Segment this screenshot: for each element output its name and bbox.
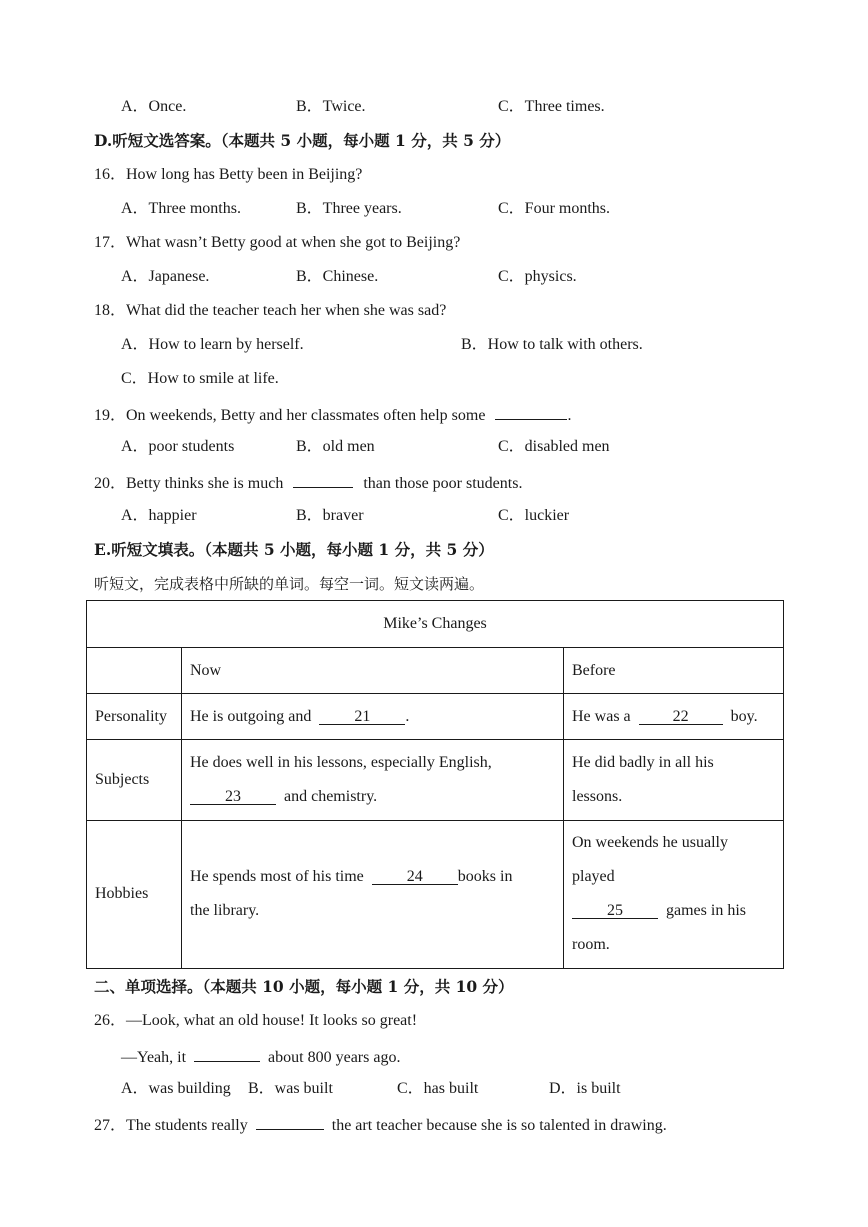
q20-option-b: B．braver [296,507,364,524]
row-personality-before-end: boy. [730,707,758,725]
q19-end: . [567,407,572,424]
mike-changes-table [86,600,784,969]
row-personality-now-text: He is outgoing and [190,707,312,725]
table-header-empty [87,648,182,694]
row-hobbies-label: Hobbies [87,820,182,968]
answer-blank-25[interactable]: 25 [572,902,658,919]
q15-option-c: C．Three times. [498,98,605,115]
answer-blank-24[interactable]: 24 [372,868,458,885]
q26-answer-blank[interactable] [194,1045,260,1062]
q16-stem: 16．How long has Betty been in Beijing? [94,166,363,183]
q20-option-a: A．happier [121,507,197,524]
q19-stem [94,403,571,426]
row-subjects-now-line2 [190,780,555,814]
q17-stem: 17．What wasn’t Betty good at when she got to Beijing? [94,234,461,251]
q27-stem-before: 27．The students really [94,1117,248,1134]
section-2-title: 二、单项选择。（本题共 10 小题，每小题 1 分，共 10 分） [94,977,514,996]
answer-blank-23[interactable]: 23 [190,788,276,805]
row-subjects-now-end: and chemistry. [284,787,378,805]
row-personality-now-end: . [405,707,410,725]
q26-option-d: D．is built [549,1080,621,1097]
q26-option-b: B．was built [248,1080,333,1097]
q19-option-b: B．old men [296,438,375,455]
q15-option-b: B．Twice. [296,98,366,115]
q18-stem: 18．What did the teacher teach her when she was sad? [94,302,447,319]
q26-option-a: A．was building [121,1080,231,1097]
q16-option-b: B．Three years. [296,200,402,217]
row-subjects-before-line1: He did badly in all his [572,753,714,771]
q27-stem [94,1113,667,1136]
q20-option-c: C．luckier [498,507,570,524]
q19-option-a: A．poor students [121,438,235,455]
q16-option-c: C．Four months. [498,200,611,217]
row-subjects-now [182,740,564,820]
table-header-now: Now [182,648,564,694]
q18-option-a: A．How to learn by herself. [121,336,304,353]
q20-stem [94,471,522,494]
table-title: Mike’s Changes [87,601,784,648]
section-e-instruction: 听短文，完成表格中所缺的单词。每空一词。短文读两遍。 [94,575,485,593]
q26-stem: 26．—Look, what an old house! It looks so great! [94,1012,418,1029]
q26-option-c: C．has built [397,1080,479,1097]
q18-option-c: C．How to smile at life. [121,370,279,387]
q15-option-a: A．Once. [121,98,187,115]
row-personality-now [182,694,564,740]
row-personality-before-text: He was a [572,707,631,725]
row-subjects-now-line1: He does well in his lessons, especially English, [190,753,492,771]
row-hobbies-now-line1 [190,860,555,894]
table-header-before: Before [564,648,784,694]
row-hobbies-before [564,820,784,968]
q17-option-a: A．Japanese. [121,268,210,285]
row-subjects-label: Subjects [87,740,182,820]
q18-option-b: B．How to talk with others. [461,336,643,353]
answer-blank-21[interactable]: 21 [319,708,405,725]
section-d-title: D.听短文选答案。（本题共 5 小题，每小题 1 分，共 5 分） [94,131,511,150]
row-subjects-before [564,740,784,820]
row-personality-before [564,694,784,740]
q16-option-a: A．Three months. [121,200,241,217]
q26-line2 [121,1045,400,1068]
q26-line2-after: about 800 years ago. [268,1049,401,1066]
row-hobbies-before-line4: room. [572,936,610,954]
q17-option-b: B．Chinese. [296,268,379,285]
row-hobbies-before-line2: played [572,868,615,886]
q20-answer-blank[interactable] [293,471,353,488]
q27-answer-blank[interactable] [256,1113,324,1130]
row-subjects-before-line2: lessons. [572,787,623,805]
section-e-title: E.听短文填表。（本题共 5 小题，每小题 1 分，共 5 分） [94,540,494,559]
row-hobbies-before-line3 [572,894,775,928]
row-hobbies-now-line2: the library. [190,902,260,920]
row-personality-label: Personality [87,694,182,740]
q19-answer-blank[interactable] [495,403,567,420]
q27-stem-after: the art teacher because she is so talented in drawing. [331,1117,667,1134]
answer-blank-22[interactable]: 22 [639,708,723,725]
row-hobbies-now-text: He spends most of his time [190,868,364,886]
q20-stem-after: than those poor students. [363,475,523,492]
row-hobbies-now-after: books in [457,868,513,886]
q20-stem-before: 20．Betty thinks she is much [94,475,284,492]
q17-option-c: C．physics. [498,268,577,285]
row-hobbies-before-line1: On weekends he usually [572,834,728,852]
row-hobbies-now [182,820,564,968]
q19-option-c: C．disabled men [498,438,610,455]
q26-line2-before: —Yeah, it [121,1049,187,1066]
row-hobbies-before-after: games in his [666,902,746,920]
q19-stem-text: 19．On weekends, Betty and her classmates often help some [94,407,486,424]
